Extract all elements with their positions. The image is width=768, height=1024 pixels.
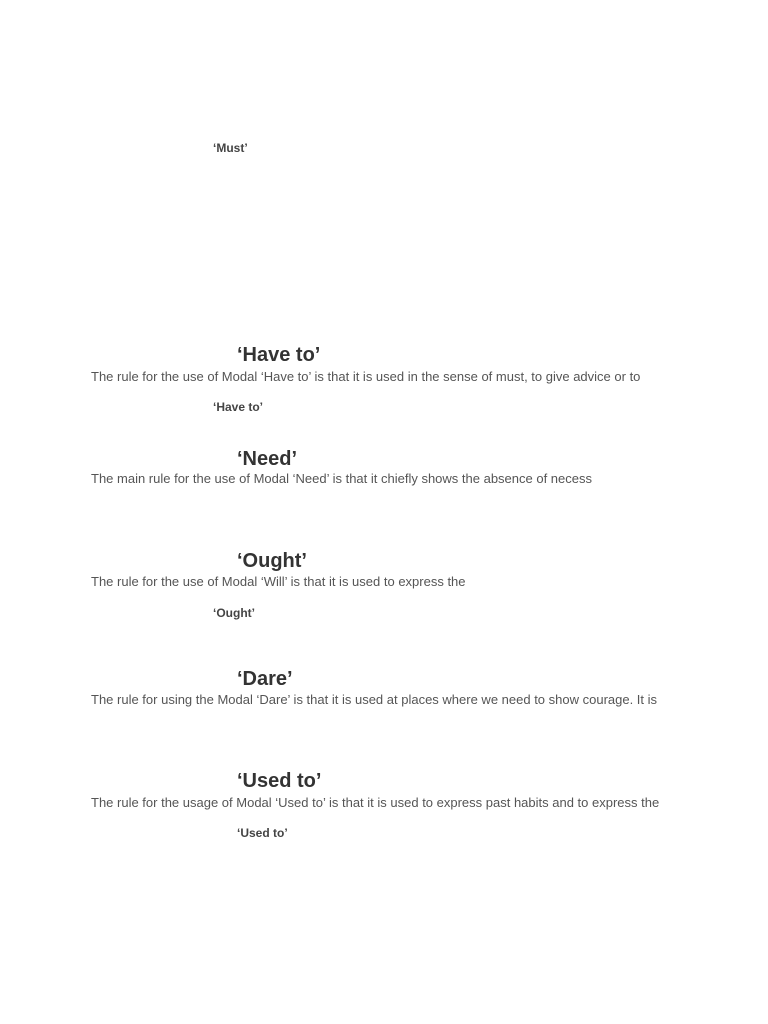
ought-text: The rule for the use of Modal ‘Will’ is that it is used to express the — [91, 574, 466, 589]
have-to-label: ‘Have to’ — [213, 400, 264, 414]
must-label: ‘Must’ — [213, 141, 248, 155]
ought-label: ‘Ought’ — [213, 606, 255, 620]
need-heading: ‘Need’ — [237, 448, 298, 470]
used-to-heading: ‘Used to’ — [237, 770, 322, 792]
used-to-label: ‘Used to’ — [237, 826, 288, 840]
have-to-heading: ‘Have to’ — [237, 344, 321, 366]
used-to-text: The rule for the usage of Modal ‘Used to’ is that it is used to express past habits and to express the — [91, 795, 660, 810]
ought-heading: ‘Ought’ — [237, 550, 307, 572]
dare-heading: ‘Dare’ — [237, 668, 293, 690]
dare-text: The rule for using the Modal ‘Dare’ is that it is used at places where we need to show courage. It is — [91, 692, 658, 707]
have-to-text: The rule for the use of Modal ‘Have to’ is that it is used in the sense of must, to give advice or to — [91, 369, 641, 384]
need-text: The main rule for the use of Modal ‘Need’ is that it chiefly shows the absence of necess — [91, 471, 593, 486]
